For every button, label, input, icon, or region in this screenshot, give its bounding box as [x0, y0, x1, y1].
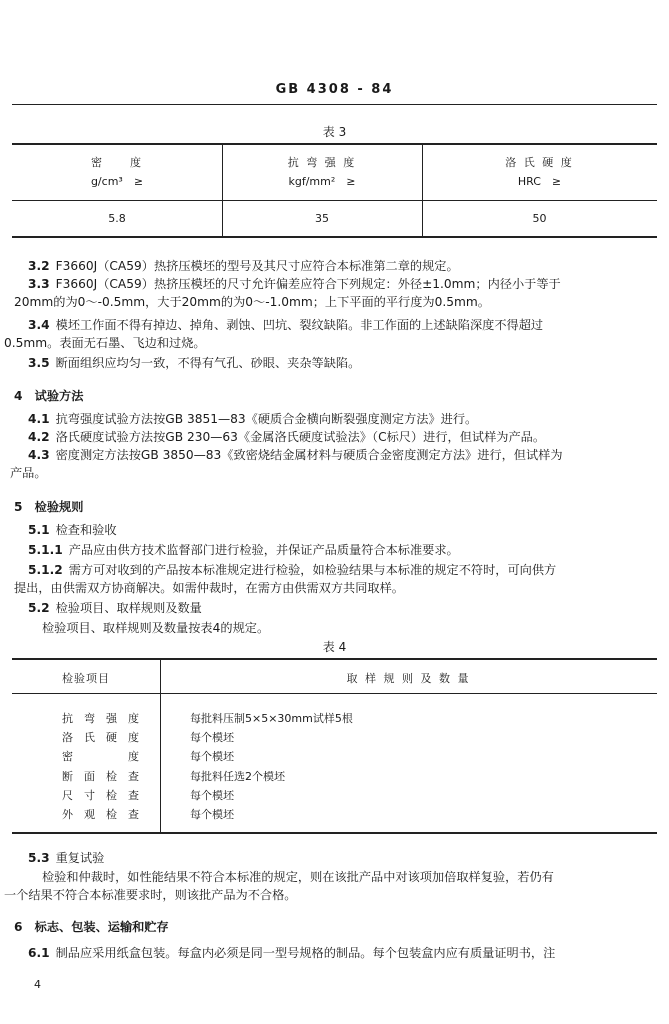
table4-header-rule: 取 样 规 则 及 数 量: [346, 672, 471, 685]
table4-row-rule: 每批料任选2个模坯: [190, 770, 285, 783]
section6-heading: 6 标志、包装、运输和贮存: [14, 920, 169, 934]
section4-heading: 4 试验方法: [14, 389, 84, 403]
clause-4-1: 4.1 抗弯强度试验方法按GB 3851—83《硬质合金横向断裂强度测定方法》进行。: [28, 412, 478, 426]
table4-row-rule: 每个模坯: [190, 731, 234, 744]
table4-row: 洛 氏 硬 度: [62, 731, 139, 744]
section5-heading: 5 检验规则: [14, 500, 84, 514]
clause-4-3-cont: 产品。: [10, 466, 47, 480]
table4-row: 尺 寸 检 查: [62, 789, 139, 802]
clause-5-2-text: 检验项目、取样规则及数量按表4的规定。: [42, 621, 270, 635]
clause-5-3-cont: 一个结果不符合本标准要求时，则该批产品为不合格。: [4, 888, 297, 902]
standard-code: GB 4308 - 84: [275, 82, 394, 97]
table4-header-item: 检验项目: [62, 672, 110, 685]
clause-5-3: 5.3 重复试验: [28, 851, 105, 865]
table4-row-rule: 每个模坯: [190, 789, 234, 802]
table3-header-density: 密 度 g/cm³ ≥: [90, 156, 144, 188]
table3-header-hardness: 洛 氏 硬 度 HRC ≥: [505, 156, 574, 188]
table4-row-rule: 每个模坯: [190, 808, 234, 821]
clause-4-2: 4.2 洛氏硬度试验方法按GB 230—63《金属洛氏硬度试验法》（C标尺）进行，但试样为产品。: [28, 430, 546, 444]
clause-3-3: 3.3 F3660J（CA59）热挤压模坯的尺寸允许偏差应符合下列规定：外径±1.0mm；内径小于等于: [28, 277, 561, 291]
clause-5-1-2-cont: 提出，由供需双方协商解决。如需仲裁时，在需方由供需双方共同取样。: [14, 581, 404, 595]
clause-5-2: 5.2 检验项目、取样规则及数量: [28, 601, 202, 615]
clause-5-1-2: 5.1.2 需方可对收到的产品按本标准规定进行检验，如检验结果与本标准的规定不符时，可向供方: [28, 563, 557, 577]
clause-5-3-text: 检验和仲裁时，如性能结果不符合本标准的规定，则在该批产品中对该项加倍取样复验，若仍有: [42, 870, 554, 884]
table3-value-strength: 35: [315, 212, 329, 225]
clause-5-1-1: 5.1.1 产品应由供方技术监督部门进行检验，并保证产品质量符合本标准要求。: [28, 543, 459, 557]
table4-row: 密 度: [62, 750, 139, 763]
header-rule: [12, 104, 657, 105]
clause-3-3-cont: 20mm的为0～-0.5mm，大于20mm的为0～-1.0mm；上下平面的平行度为0.5mm。: [14, 295, 490, 309]
clause-3-5: 3.5 断面组织应均匀一致，不得有气孔、砂眼、夹杂等缺陷。: [28, 356, 361, 370]
page-number: 4: [34, 978, 41, 991]
table4-row: 断 面 检 查: [62, 770, 139, 783]
clause-5-1: 5.1 检查和验收: [28, 523, 117, 537]
clause-4-3: 4.3 密度测定方法按GB 3850—83《致密烧结金属材料与硬质合金密度测定方法》进行，但试样为: [28, 448, 563, 462]
clause-3-2: 3.2 F3660J（CA59）热挤压模坯的型号及其尺寸应符合本标准第二章的规定。: [28, 259, 459, 273]
table3-value-density: 5.8: [108, 212, 126, 225]
table4-row-rule: 每批料压制5×5×30mm试样5根: [190, 712, 353, 725]
table4-title: 表 4: [322, 640, 347, 654]
table4-row: 外 观 检 查: [62, 808, 139, 821]
table3-header-strength: 抗 弯 强 度 kgf/mm² ≥: [287, 156, 357, 188]
table4-row: 抗 弯 强 度: [62, 712, 139, 725]
clause-3-4: 3.4 模坯工作面不得有掉边、掉角、剥蚀、凹坑、裂纹缺陷。非工作面的上述缺陷深度不得超过: [28, 318, 544, 332]
table3-title: 表 3: [322, 125, 347, 139]
table4-row-rule: 每个模坯: [190, 750, 234, 763]
clause-3-4-cont: 0.5mm。表面无石墨、飞边和过烧。: [4, 336, 206, 350]
table3-value-hardness: 50: [532, 212, 547, 225]
clause-6-1: 6.1 制品应采用纸盒包装。每盒内必须是同一型号规格的制品。每个包装盒内应有质量证明书，注: [28, 946, 556, 960]
